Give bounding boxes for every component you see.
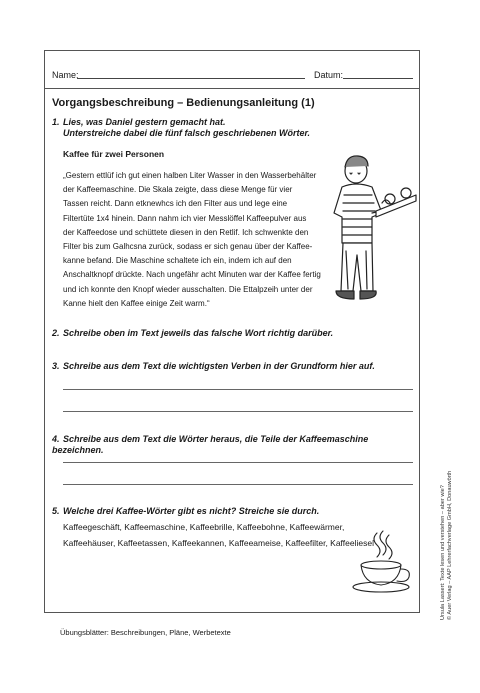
- name-label: Name:: [52, 70, 79, 80]
- story-line: Kanne hielt den Kaffee einige Zeit warm.“: [63, 298, 210, 308]
- task-3: [52, 361, 375, 372]
- story-text: [63, 169, 335, 311]
- copyright-credit: [440, 400, 454, 620]
- word-list: [63, 519, 374, 551]
- credit-line-1: Ursula Lassert: Texte lesen und verstehen – aber wie?: [440, 485, 446, 620]
- task-5-text: Welche drei Kaffee-Wörter gibt es nicht? Streiche sie durch.: [63, 506, 320, 516]
- task-1-line1: Lies, was Daniel gestern gemacht hat.: [63, 117, 226, 127]
- task-4-number: 4.: [52, 434, 60, 444]
- word-list-line-2: Kaffeehäuser, Kaffeetassen, Kaffeekannen, Kaffeeameise, Kaffeefilter, Kaffeeliesel: [63, 538, 374, 548]
- page-title: Vorgangsbeschreibung – Bedienungsanleitung (1): [52, 97, 315, 109]
- story-line: der Kaffeedose und schüttete diesen in den Retlif. Ich schwenkte den: [63, 227, 309, 237]
- story-line: Anschaltknopf drückte. Nach ungefähr acht Minuten war der Kaffee fertig: [63, 270, 321, 280]
- task-1: [52, 117, 310, 139]
- task-3-number: 3.: [52, 361, 60, 371]
- task-4: [52, 434, 419, 456]
- story-line: Filter bis zum Galhcsna zurück, sodass er sich genau über der Kaffee-: [63, 242, 313, 252]
- date-field[interactable]: [343, 78, 413, 79]
- story-line: der Kaffeemaschine. Die Skala zeigte, dass diese Menge für vier: [63, 185, 293, 195]
- answer-line[interactable]: [63, 389, 413, 390]
- task-1-line2: Unterstreiche dabei die fünf falsch geschriebenen Wörter.: [63, 128, 311, 138]
- header-row: [45, 51, 419, 89]
- answer-line[interactable]: [63, 462, 413, 463]
- story-line: „Gestern ettlüf ich gut einen halben Liter Wasser in den Wasserbehälter: [63, 171, 317, 180]
- task-5: [52, 506, 319, 517]
- footer-text: Übungsblätter: Beschreibungen, Pläne, Werbetexte: [60, 628, 231, 637]
- task-4-text: Schreibe aus dem Text die Wörter heraus, die Teile der Kaffeemaschine bezeichnen.: [52, 434, 369, 455]
- task-2-text: Schreibe oben im Text jeweils das falsche Wort richtig darüber.: [63, 328, 334, 338]
- story-title: Kaffee für zwei Personen: [63, 149, 165, 159]
- answer-line[interactable]: [63, 411, 413, 412]
- task-5-number: 5.: [52, 506, 60, 516]
- answer-line[interactable]: [63, 484, 413, 485]
- coffee-cup-illustration: [351, 529, 413, 597]
- task-3-text: Schreibe aus dem Text die wichtigsten Verben in der Grundform hier auf.: [63, 361, 375, 371]
- worksheet-frame: [44, 50, 420, 613]
- credit-line-2: © Auer Verlag – AAP Lehrerfachverlage GmbH, Donauwörth: [447, 470, 453, 620]
- task-2-number: 2.: [52, 328, 60, 338]
- story-line: Tassen reicht. Dann etknewhcs ich den Filter aus und lege eine: [63, 199, 288, 209]
- story-line: Filtertüte 1x4 hinein. Dann nahm ich vier Messlöffel Kaffeepulver aus: [63, 213, 307, 223]
- story-line: kanne befand. Die Maschine schaltete ich ein, indem ich auf den: [63, 256, 292, 266]
- task-2: [52, 328, 333, 339]
- boy-with-tray-illustration: [328, 151, 418, 316]
- date-label: Datum:: [314, 70, 344, 80]
- task-1-number: 1.: [52, 117, 60, 127]
- word-list-line-1: Kaffeegeschäft, Kaffeemaschine, Kaffeebrille, Kaffeebohne, Kaffeewärmer,: [63, 522, 345, 532]
- name-field[interactable]: [77, 78, 305, 79]
- story-line: und ich konnte den Knopf wieder ausschalten. Die Ettalpzeih unter der: [63, 284, 313, 294]
